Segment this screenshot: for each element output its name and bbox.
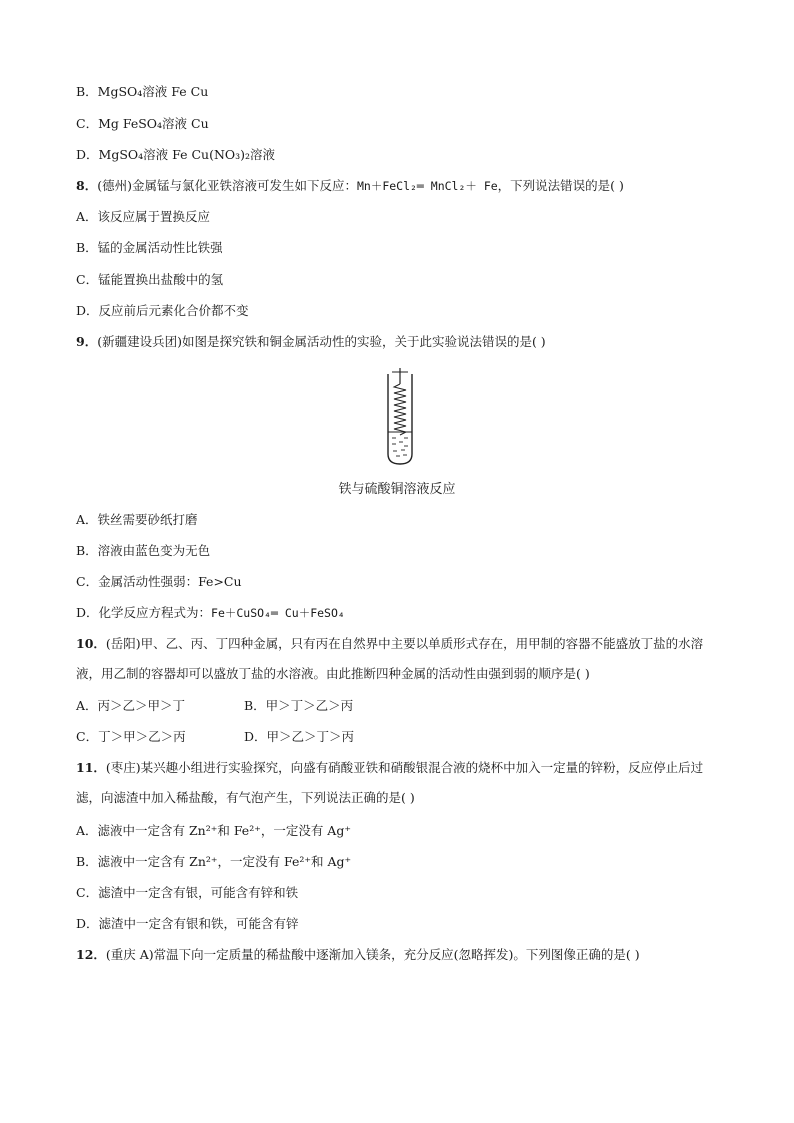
q11-option-a: A．滤液中一定含有 Zn²⁺和 Fe²⁺，一定没有 Ag⁺: [76, 823, 351, 838]
option-c-prev: C．Mg FeSO₄溶液 Cu: [76, 116, 209, 131]
question-text: (岳阳)甲、乙、丙、丁四种金属，只有丙在自然界中主要以单质形式存在，用甲制的容器不能盛放丁盐的水溶液，用乙制的容器却可以盛放丁盐的水溶液。由此推断四种金属的活动性由强到弱的顺序是( ): [76, 636, 704, 681]
figure-caption: 铁与硫酸铜溶液反应: [338, 482, 456, 497]
question-text: (重庆 A)常温下向一定质量的稀盐酸中逐渐加入镁条，充分反应(忽略挥发)。下列图像正确的是( ): [105, 947, 640, 962]
question-number: 10．: [76, 636, 106, 651]
question-number: 9．: [76, 334, 98, 349]
question-number: 8．: [76, 178, 98, 193]
q8-option-b: B．锰的金属活动性比铁强: [76, 240, 223, 255]
q11-option-b: B．滤液中一定含有 Zn²⁺，一定没有 Fe²⁺和 Ag⁺: [76, 854, 352, 869]
q10-options-row-2: [76, 729, 718, 745]
q11-option-d: D．滤渣中一定含有银和铁，可能含有锌: [76, 916, 299, 931]
question-text: (德州)金属锰与氯化亚铁溶液可发生如下反应：: [97, 178, 357, 193]
q10-option-c: C．丁＞甲＞乙＞丙: [76, 729, 186, 744]
test-tube-figure: [330, 366, 470, 469]
question-text: (新疆建设兵团)如图是探究铁和铜金属活动性的实验，关于此实验说法错误的是( ): [97, 334, 546, 349]
option-d-prev: D．MgSO₄溶液 Fe Cu(NO₃)₂溶液: [76, 147, 276, 162]
question-number: 11．: [76, 760, 106, 775]
q10-option-d: D．甲＞乙＞丁＞丙: [244, 729, 355, 744]
question-text-end: ，下列说法错误的是( ): [497, 178, 624, 193]
option-text: D．化学反应方程式为：: [76, 605, 212, 620]
q8-option-d: D．反应前后元素化合价都不变: [76, 303, 249, 318]
q10-option-a: A．丙＞乙＞甲＞丁: [76, 698, 186, 713]
option-b-prev: B．MgSO₄溶液 Fe Cu: [76, 84, 209, 99]
chemical-equation: Mn＋FeCl₂═ MnCl₂＋ Fe: [356, 179, 498, 193]
test-tube-icon: [330, 366, 470, 466]
question-12: [76, 947, 718, 963]
q9-option-d: [76, 605, 718, 621]
question-9: [76, 334, 718, 350]
q10-options-row-1: [76, 698, 718, 714]
question-11: [76, 753, 718, 813]
chemical-equation: Fe＋CuSO₄═ Cu＋FeSO₄: [211, 606, 345, 620]
q10-option-b: B．甲＞丁＞乙＞丙: [244, 698, 354, 713]
question-number: 12．: [76, 947, 106, 962]
q9-option-c: C．金属活动性强弱：Fe>Cu: [76, 574, 242, 589]
question-8: [76, 178, 718, 194]
q9-option-b: B．溶液由蓝色变为无色: [76, 543, 211, 558]
question-text: (枣庄)某兴趣小组进行实验探究，向盛有硝酸亚铁和硝酸银混合液的烧杯中加入一定量的锌粉，反应停止后过滤，向滤渣中加入稀盐酸，有气泡产生，下列说法正确的是( ): [76, 760, 704, 805]
q8-option-a: A．该反应属于置换反应: [76, 209, 211, 224]
q8-option-c: C．锰能置换出盐酸中的氢: [76, 272, 224, 287]
question-10: [76, 629, 718, 689]
q11-option-c: C．滤渣中一定含有银，可能含有锌和铁: [76, 885, 299, 900]
q9-option-a: A．铁丝需要砂纸打磨: [76, 512, 198, 527]
